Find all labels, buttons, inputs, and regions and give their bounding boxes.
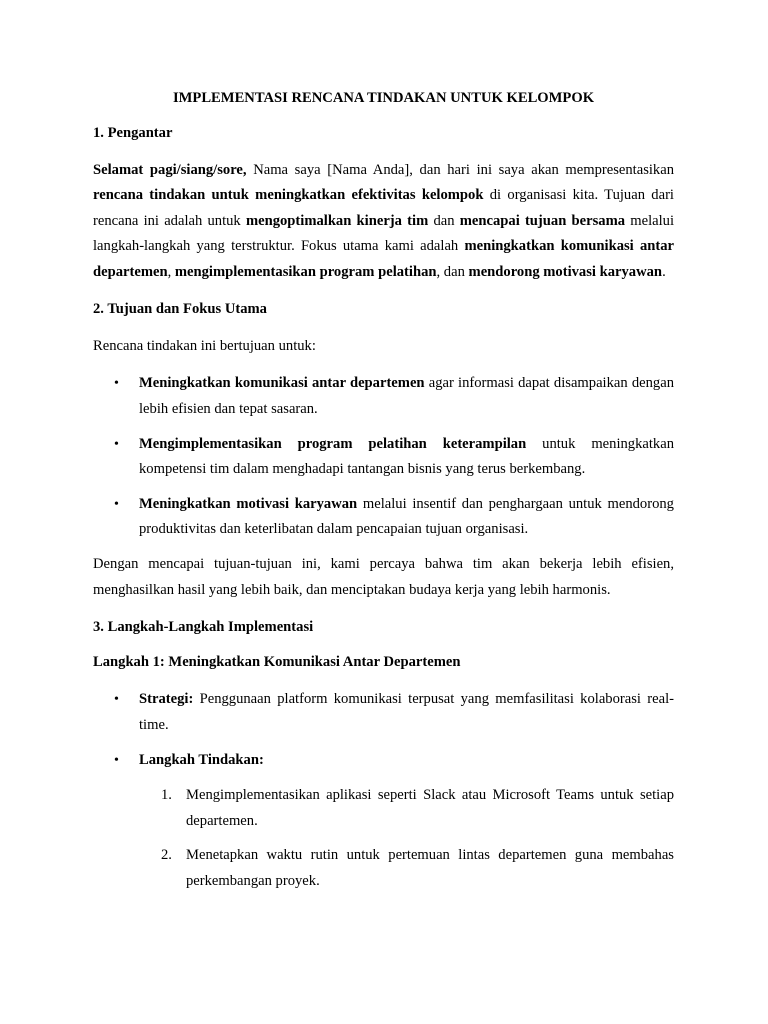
step-number: 1. [161, 787, 172, 804]
step-number: 2. [161, 847, 172, 864]
section-heading-langkah: 3. Langkah-Langkah Implementasi [93, 619, 314, 636]
bullet-icon: • [114, 752, 119, 768]
document-title: IMPLEMENTASI RENCANA TINDAKAN UNTUK KELOMPOK [172, 90, 595, 106]
action-steps-list [93, 782, 674, 894]
greeting-text: Selamat pagi/siang/sore, [93, 162, 247, 178]
list-item: 1. Mengimplementasikan aplikasi seperti Slack atau Microsoft Teams untuk setiap departemen. [93, 782, 674, 834]
step1-heading: Langkah 1: Meningkatkan Komunikasi Antar Departemen [93, 654, 461, 671]
list-item: • Meningkatkan komunikasi antar departemen agar informasi dapat disampaikan dengan lebih efisien dan tepat sasaran. [93, 371, 674, 422]
step1-list [93, 687, 674, 773]
list-item: • Strategi: Penggunaan platform komunikasi terpusat yang memfasilitasi kolaborasi real-time. [93, 687, 674, 738]
list-item: 2. Menetapkan waktu rutin untuk pertemuan lintas departemen guna membahas perkembangan proyek. [93, 842, 674, 894]
goals-list [93, 371, 674, 542]
goals-closing-paragraph: Dengan mencapai tujuan-tujuan ini, kami percaya bahwa tim akan bekerja lebih efisien, menghasilkan hasil yang lebih baik, dan menciptakan budaya kerja yang lebih harmonis. [93, 556, 674, 598]
intro-paragraph: Selamat pagi/siang/sore, Nama saya [Nama Anda], dan hari ini saya akan mempresentasikan rencana tindakan untuk meningkatkan efektivitas kelompok di organisasi kita. Tujuan dari rencana ini adalah untuk mengoptimalkan kinerja tim dan mencapai tujuan bersama melalui langkah-langkah yang terstruktur. Fokus utama kami adalah meningkatkan komunikasi antar departemen, mengimplementasikan program pelatihan, dan mendorong motivasi karyawan. [93, 162, 675, 280]
section-heading-pengantar: 1. Pengantar [93, 125, 173, 141]
goals-intro: Rencana tindakan ini bertujuan untuk: [93, 338, 316, 355]
bullet-icon: • [114, 497, 119, 513]
list-item: • Meningkatkan motivasi karyawan melalui insentif dan penghargaan untuk mendorong produktivitas dan keterlibatan dalam pencapaian tujuan organisasi. [93, 492, 674, 543]
list-item: • Mengimplementasikan program pelatihan keterampilan untuk meningkatkan kompetensi tim dalam menghadapi tantangan bisnis yang terus berkembang. [93, 432, 674, 483]
bullet-icon: • [114, 376, 119, 392]
section-heading-tujuan: 2. Tujuan dan Fokus Utama [93, 301, 267, 318]
list-item: • Langkah Tindakan: [93, 748, 674, 773]
bullet-icon: • [114, 692, 119, 708]
bullet-icon: • [114, 436, 119, 452]
